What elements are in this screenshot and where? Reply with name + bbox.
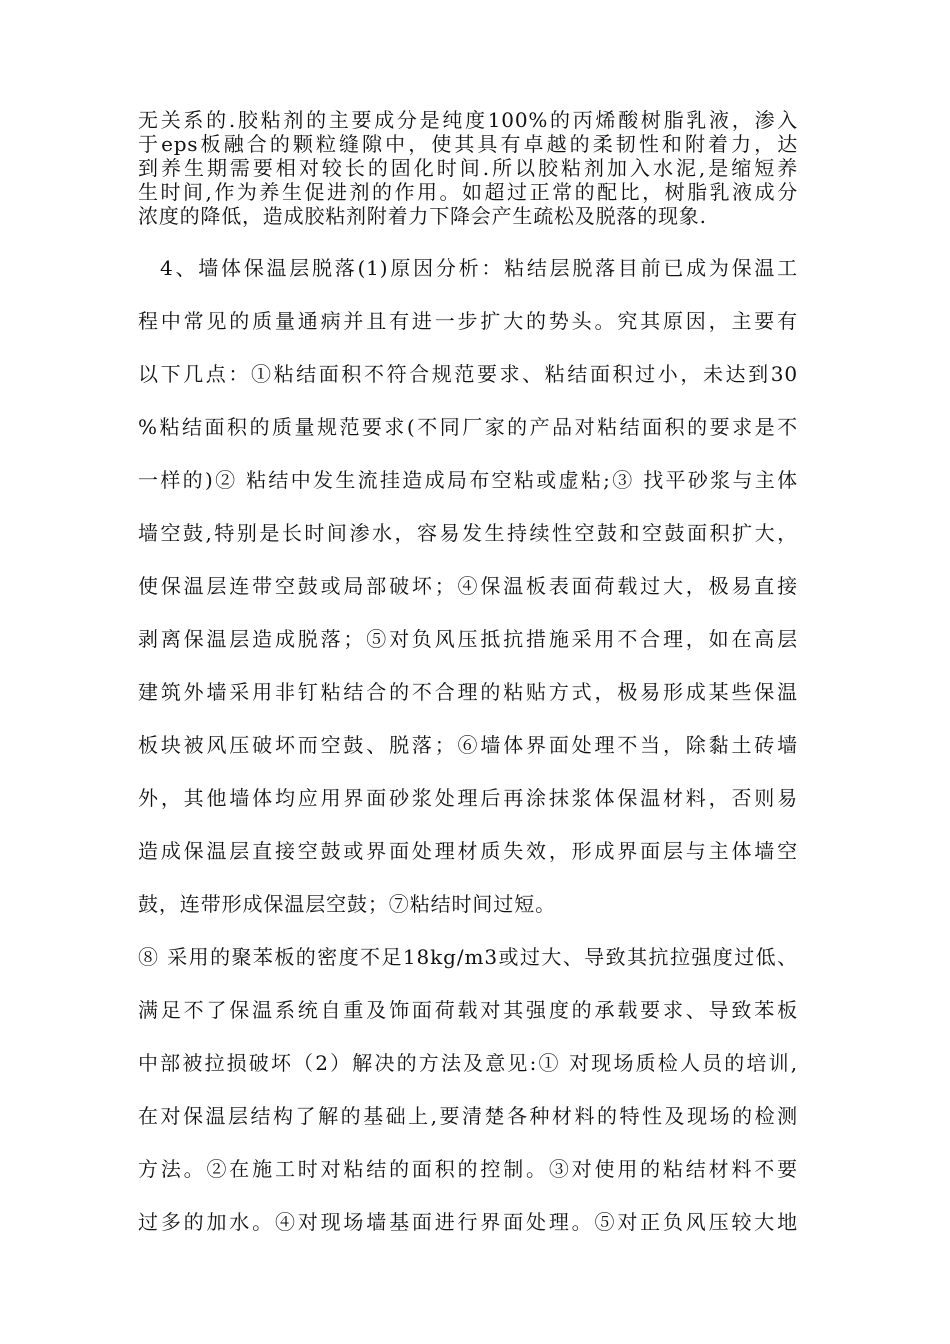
paragraph2-line-12: 造成保温层直接空鼓或界面处理材质失效，形成界面层与主体墙空	[138, 839, 798, 863]
paragraph1-line-4: 生时间,作为养生促进剂的作用。如超过正常的配比，树脂乳液成分	[138, 180, 798, 204]
paragraph2-line-7: 使保温层连带空鼓或局部破坏；④保温板表面荷载过大，极易直接	[138, 574, 798, 598]
paragraph1-line-2: 于eps板融合的颗粒缝隙中，使其具有卓越的柔韧性和附着力，达	[138, 132, 798, 156]
paragraph1-line-1: 无关系的.胶粘剂的主要成分是纯度100%的丙烯酸树脂乳液，渗入	[138, 108, 798, 132]
paragraph1-line-5: 浓度的降低，造成胶粘剂附着力下降会产生疏松及脱落的现象.	[138, 204, 707, 228]
paragraph2-line-9: 建筑外墙采用非钉粘结合的不合理的粘贴方式，极易形成某些保温	[138, 680, 798, 704]
paragraph3-line-6: 过多的加水。④对现场墙基面进行界面处理。⑤对正负风压较大地	[138, 1210, 798, 1234]
paragraph2-line-2: 程中常见的质量通病并且有进一步扩大的势头。究其原因，主要有	[138, 309, 798, 333]
paragraph3-line-2: 满足不了保温系统自重及饰面荷载对其强度的承载要求、导致苯板	[138, 998, 798, 1022]
paragraph2-line-11: 外，其他墙体均应用界面砂浆处理后再涂抹浆体保温材料，否则易	[138, 786, 798, 810]
paragraph2-line-5: 一样的)② 粘结中发生流挂造成局布空粘或虚粘;③ 找平砂浆与主体	[138, 468, 798, 492]
paragraph2-line-1: 4、墙体保温层脱落(1)原因分析：粘结层脱落目前已成为保温工	[160, 256, 798, 280]
paragraph2-line-3: 以下几点：①粘结面积不符合规范要求、粘结面积过小，未达到30	[138, 362, 798, 386]
paragraph1-line-3: 到养生期需要相对较长的固化时间.所以胶粘剂加入水泥,是缩短养	[138, 156, 798, 180]
paragraph3-line-1: ⑧ 采用的聚苯板的密度不足18kg/m3或过大、导致其抗拉强度过低、	[138, 945, 798, 969]
paragraph2-line-6: 墙空鼓,特别是长时间渗水，容易发生持续性空鼓和空鼓面积扩大，	[138, 521, 798, 545]
paragraph2-line-10: 板块被风压破坏而空鼓、脱落；⑥墙体界面处理不当，除黏土砖墙	[138, 733, 798, 757]
paragraph3-line-4: 在对保温层结构了解的基础上,要清楚各种材料的特性及现场的检测	[138, 1104, 798, 1128]
paragraph2-line-13: 鼓，连带形成保温层空鼓；⑦粘结时间过短。	[138, 892, 556, 916]
paragraph3-line-5: 方法。②在施工时对粘结的面积的控制。③对使用的粘结材料不要	[138, 1157, 798, 1181]
paragraph3-line-3: 中部被拉损破坏（2）解决的方法及意见:① 对现场质检人员的培训,	[138, 1051, 798, 1075]
paragraph2-line-4: %粘结面积的质量规范要求(不同厂家的产品对粘结面积的要求是不	[138, 415, 798, 439]
paragraph2-line-8: 剥离保温层造成脱落；⑤对负风压抵抗措施采用不合理，如在高层	[138, 627, 798, 651]
